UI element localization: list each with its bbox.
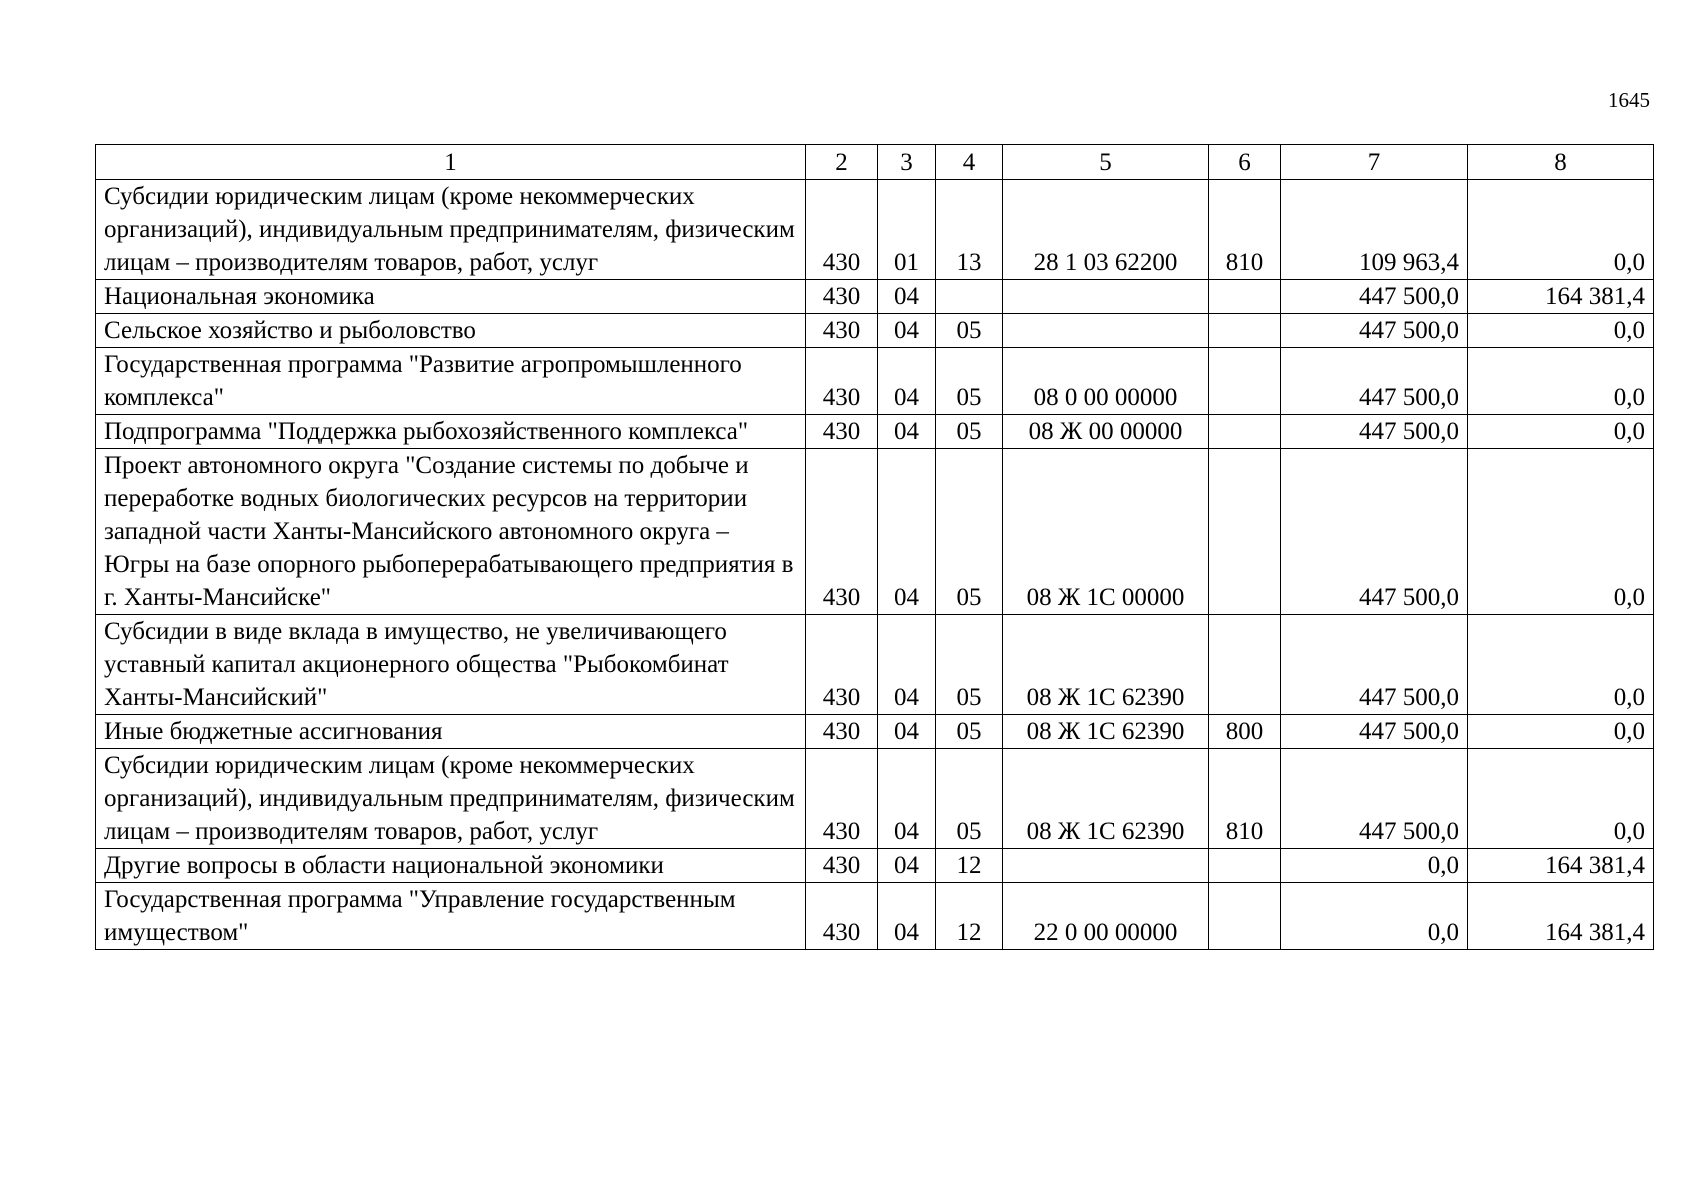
- code-target: 08 Ж 1С 62390: [1003, 749, 1209, 849]
- amount-col-7: 0,0: [1281, 883, 1468, 950]
- amount-col-7: 447 500,0: [1281, 715, 1468, 749]
- amount-col-7: 447 500,0: [1281, 449, 1468, 615]
- row-name: Сельское хозяйство и рыболовство: [96, 314, 806, 348]
- header-col-8: 8: [1468, 145, 1654, 180]
- row-name: Национальная экономика: [96, 280, 806, 314]
- amount-col-8: 0,0: [1468, 615, 1654, 715]
- code-target: 08 Ж 1С 00000: [1003, 449, 1209, 615]
- code-target: 28 1 03 62200: [1003, 180, 1209, 280]
- code-admin: 430: [806, 749, 878, 849]
- code-target: [1003, 849, 1209, 883]
- code-section: 04: [878, 348, 936, 415]
- amount-col-7: 109 963,4: [1281, 180, 1468, 280]
- code-subsection: 12: [936, 849, 1003, 883]
- code-target: 08 Ж 1С 62390: [1003, 615, 1209, 715]
- code-section: 04: [878, 280, 936, 314]
- code-expense-type: 810: [1209, 749, 1281, 849]
- code-expense-type: 810: [1209, 180, 1281, 280]
- amount-col-8: 0,0: [1468, 749, 1654, 849]
- row-name: Субсидии юридическим лицам (кроме некоммерческих организаций), индивидуальным предпринимателям, физическим лицам – производителям товаров, работ, услуг: [96, 180, 806, 280]
- code-target: 08 Ж 1С 62390: [1003, 715, 1209, 749]
- amount-col-8: 0,0: [1468, 415, 1654, 449]
- header-col-3: 3: [878, 145, 936, 180]
- code-subsection: 05: [936, 715, 1003, 749]
- code-expense-type: [1209, 883, 1281, 950]
- code-section: 04: [878, 715, 936, 749]
- amount-col-8: 0,0: [1468, 348, 1654, 415]
- amount-col-8: 164 381,4: [1468, 849, 1654, 883]
- code-target: [1003, 280, 1209, 314]
- amount-col-7: 447 500,0: [1281, 348, 1468, 415]
- code-subsection: 13: [936, 180, 1003, 280]
- row-name: Иные бюджетные ассигнования: [96, 715, 806, 749]
- row-name: Государственная программа "Развитие агропромышленного комплекса": [96, 348, 806, 415]
- code-subsection: 05: [936, 348, 1003, 415]
- header-col-5: 5: [1003, 145, 1209, 180]
- header-col-1: 1: [96, 145, 806, 180]
- amount-col-7: 447 500,0: [1281, 280, 1468, 314]
- amount-col-8: 0,0: [1468, 180, 1654, 280]
- code-admin: 430: [806, 883, 878, 950]
- amount-col-8: 0,0: [1468, 449, 1654, 615]
- table-row: [96, 749, 1654, 849]
- code-expense-type: [1209, 449, 1281, 615]
- code-subsection: 05: [936, 314, 1003, 348]
- amount-col-8: 0,0: [1468, 715, 1654, 749]
- header-col-6: 6: [1209, 145, 1281, 180]
- table-row: [96, 180, 1654, 280]
- code-admin: 430: [806, 180, 878, 280]
- code-target: 08 0 00 00000: [1003, 348, 1209, 415]
- amount-col-7: 447 500,0: [1281, 749, 1468, 849]
- code-expense-type: [1209, 348, 1281, 415]
- code-expense-type: [1209, 314, 1281, 348]
- code-admin: 430: [806, 615, 878, 715]
- code-expense-type: 800: [1209, 715, 1281, 749]
- code-section: 01: [878, 180, 936, 280]
- code-target: 08 Ж 00 00000: [1003, 415, 1209, 449]
- code-target: 22 0 00 00000: [1003, 883, 1209, 950]
- code-subsection: 12: [936, 883, 1003, 950]
- code-expense-type: [1209, 415, 1281, 449]
- table-row: [96, 415, 1654, 449]
- table-row: [96, 715, 1654, 749]
- amount-col-8: 164 381,4: [1468, 280, 1654, 314]
- header-col-4: 4: [936, 145, 1003, 180]
- code-section: 04: [878, 314, 936, 348]
- code-admin: 430: [806, 715, 878, 749]
- table-row: [96, 348, 1654, 415]
- code-expense-type: [1209, 280, 1281, 314]
- amount-col-7: 447 500,0: [1281, 615, 1468, 715]
- row-name: Подпрограмма "Поддержка рыбохозяйственного комплекса": [96, 415, 806, 449]
- table-row: [96, 615, 1654, 715]
- row-name: Субсидии в виде вклада в имущество, не увеличивающего уставный капитал акционерного общества "Рыбокомбинат Ханты-Мансийский": [96, 615, 806, 715]
- code-target: [1003, 314, 1209, 348]
- code-section: 04: [878, 615, 936, 715]
- row-name: Проект автономного округа "Создание системы по добыче и переработке водных биологических ресурсов на территории западной части Ханты-Мансийского автономного округа – Югры на базе опорного рыбоперерабатывающего предприятия в г. Ханты-Мансийске": [96, 449, 806, 615]
- amount-col-8: 164 381,4: [1468, 883, 1654, 950]
- row-name: Другие вопросы в области национальной экономики: [96, 849, 806, 883]
- table-row: [96, 314, 1654, 348]
- code-admin: 430: [806, 449, 878, 615]
- code-subsection: 05: [936, 749, 1003, 849]
- header-col-2: 2: [806, 145, 878, 180]
- row-name: Государственная программа "Управление государственным имуществом": [96, 883, 806, 950]
- code-section: 04: [878, 883, 936, 950]
- code-section: 04: [878, 415, 936, 449]
- code-subsection: 05: [936, 449, 1003, 615]
- code-admin: 430: [806, 348, 878, 415]
- code-section: 04: [878, 749, 936, 849]
- code-section: 04: [878, 849, 936, 883]
- code-admin: 430: [806, 314, 878, 348]
- code-admin: 430: [806, 415, 878, 449]
- table-row: [96, 849, 1654, 883]
- amount-col-8: 0,0: [1468, 314, 1654, 348]
- code-subsection: 05: [936, 615, 1003, 715]
- code-expense-type: [1209, 849, 1281, 883]
- table-row: [96, 280, 1654, 314]
- code-section: 04: [878, 449, 936, 615]
- row-name: Субсидии юридическим лицам (кроме некоммерческих организаций), индивидуальным предпринимателям, физическим лицам – производителям товаров, работ, услуг: [96, 749, 806, 849]
- table-row: [96, 449, 1654, 615]
- amount-col-7: 0,0: [1281, 849, 1468, 883]
- header-col-7: 7: [1281, 145, 1468, 180]
- amount-col-7: 447 500,0: [1281, 314, 1468, 348]
- table-row: [96, 883, 1654, 950]
- code-subsection: [936, 280, 1003, 314]
- budget-table: [95, 144, 1654, 950]
- page-number: 1645: [1608, 88, 1650, 112]
- code-expense-type: [1209, 615, 1281, 715]
- code-admin: 430: [806, 849, 878, 883]
- code-admin: 430: [806, 280, 878, 314]
- amount-col-7: 447 500,0: [1281, 415, 1468, 449]
- header-row: [96, 145, 1654, 180]
- code-subsection: 05: [936, 415, 1003, 449]
